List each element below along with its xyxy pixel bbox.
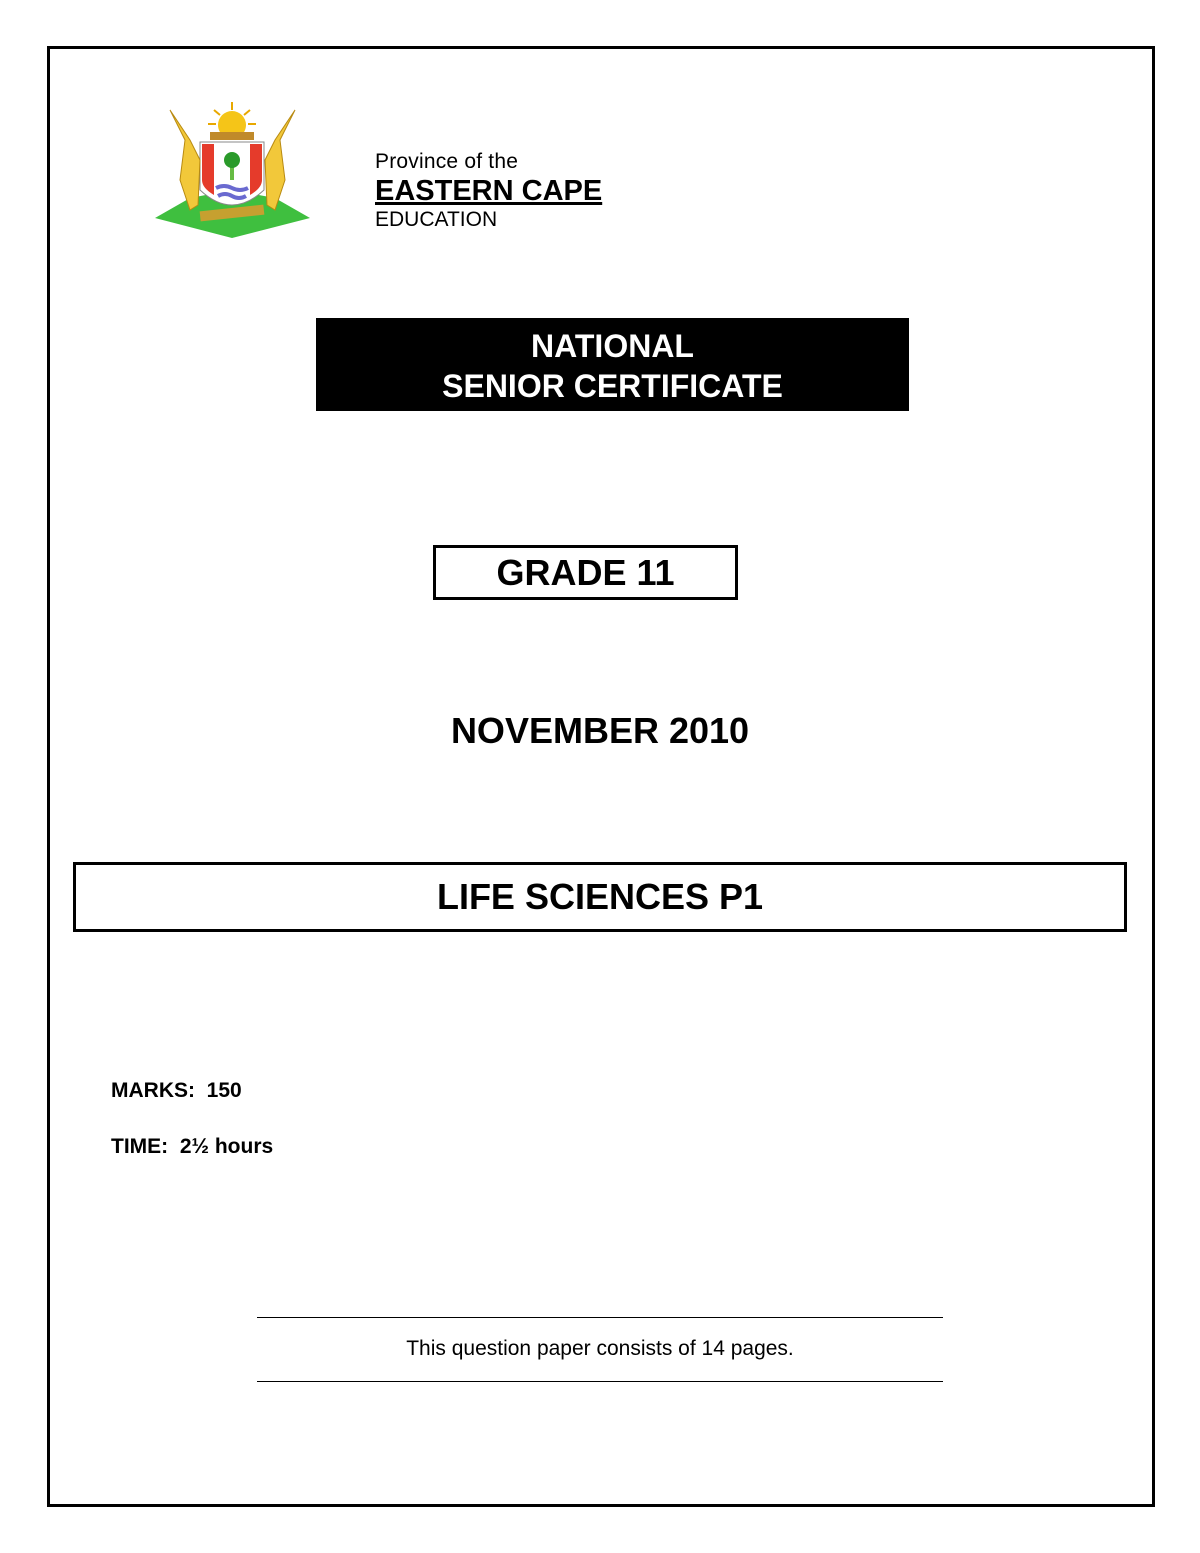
department-name: EDUCATION: [375, 208, 498, 231]
grade-box: GRADE 11: [433, 545, 738, 600]
marks-value: 150: [206, 1079, 242, 1102]
province-heading: [375, 150, 602, 232]
certificate-line-1: NATIONAL: [531, 328, 694, 364]
province-line: Province of the: [375, 150, 519, 173]
page-count-note: This question paper consists of 14 pages.: [406, 1337, 794, 1360]
province-name: EASTERN CAPE: [375, 175, 603, 207]
subject-box: LIFE SCIENCES P1: [73, 862, 1127, 932]
page-border: [47, 46, 1155, 1507]
time-value: 2½ hours: [179, 1135, 274, 1158]
certificate-line-2: SENIOR CERTIFICATE: [442, 368, 783, 404]
time-label: TIME:: [111, 1135, 169, 1158]
footer-bottom-rule: [257, 1381, 943, 1382]
footer-top-rule: [257, 1317, 943, 1318]
certificate-banner: [316, 318, 909, 411]
exam-date: NOVEMBER 2010: [450, 710, 750, 751]
coat-of-arms-logo: [150, 100, 315, 242]
marks-label: MARKS:: [111, 1079, 195, 1102]
time-line: [111, 1135, 273, 1159]
marks-line: [111, 1079, 242, 1103]
